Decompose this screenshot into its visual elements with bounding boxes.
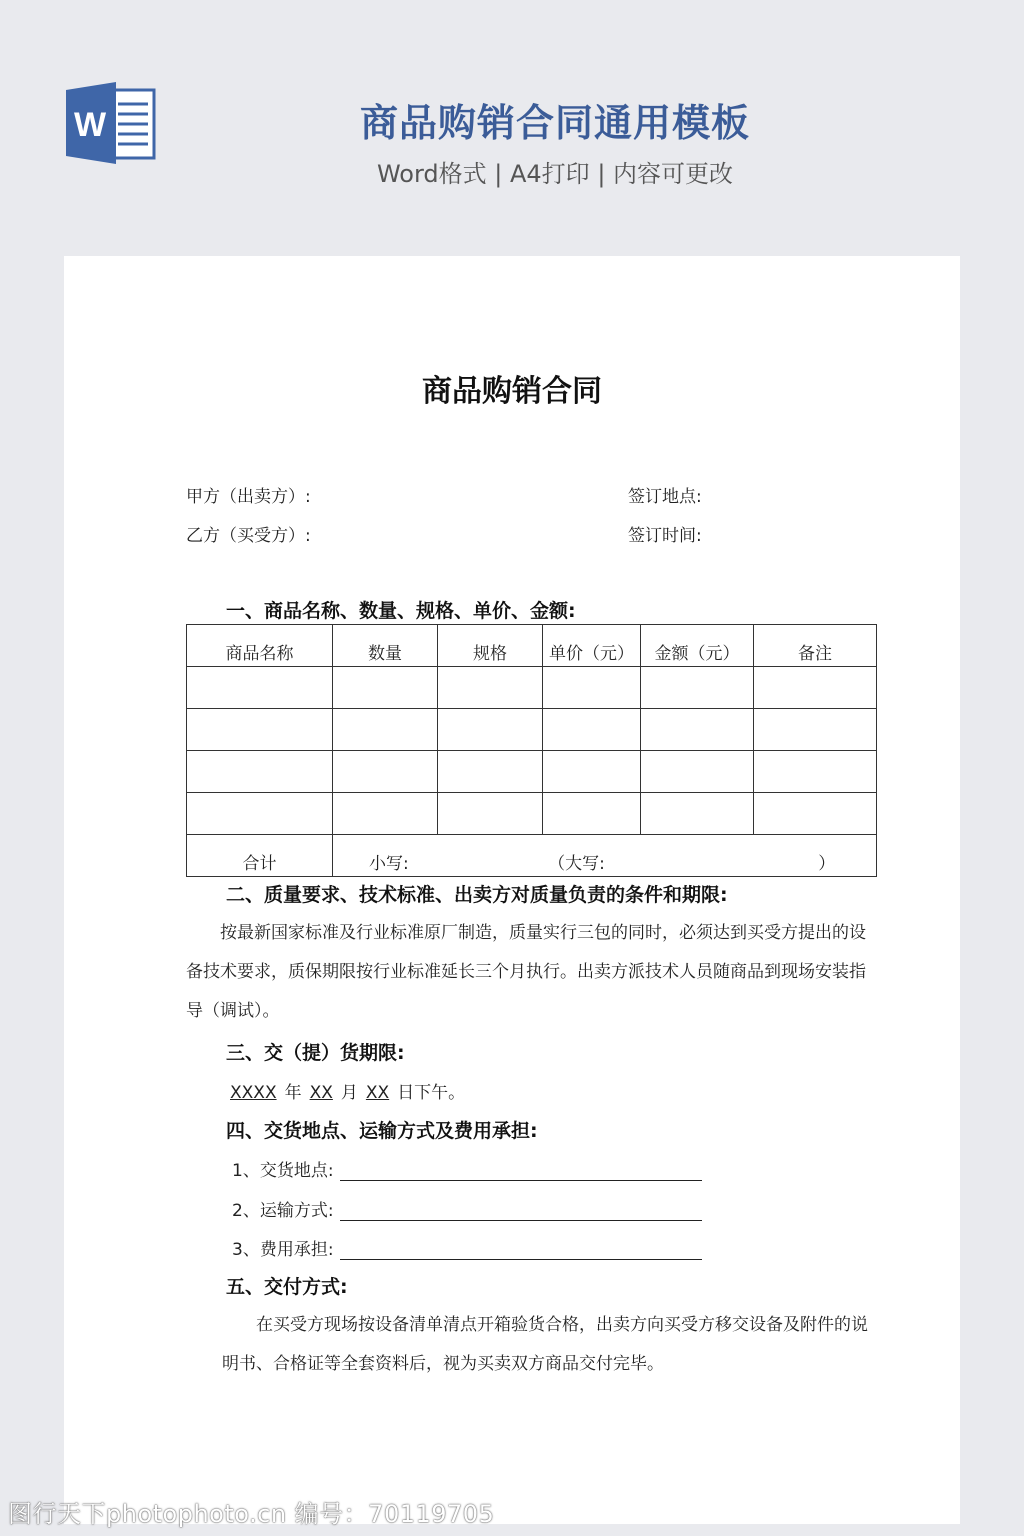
section-5-heading: 五、交付方式: bbox=[226, 1276, 348, 1298]
total-amount-cell[interactable] bbox=[333, 835, 877, 877]
section-2-text: 按最新国家标准及行业标准原厂制造，质量实行三包的同时，必须达到买受方提出的设备技术要求，质保期限按行业标准延长三个月执行。出卖方派技术人员随商品到现场安装指导（调试）。 bbox=[186, 923, 866, 1021]
col-header: 数量 bbox=[333, 625, 438, 667]
transport-mode-field[interactable]: 2、运输方式: bbox=[232, 1196, 702, 1221]
col-header: 金额（元） bbox=[641, 625, 754, 667]
sign-time-label: 签订时间: bbox=[628, 526, 702, 546]
cost-bearing-field[interactable]: 3、费用承担: bbox=[232, 1235, 702, 1260]
col-header: 商品名称 bbox=[187, 625, 333, 667]
col-header: 备注 bbox=[754, 625, 877, 667]
blank-line bbox=[340, 1243, 702, 1260]
section-4-heading: 四、交货地点、运输方式及费用承担: bbox=[226, 1120, 538, 1142]
table-row bbox=[187, 709, 877, 751]
delivery-place-field[interactable]: 1、交货地点: bbox=[232, 1156, 702, 1181]
document-page bbox=[64, 256, 960, 1524]
goods-table bbox=[186, 624, 877, 877]
section-3-heading: 三、交（提）货期限: bbox=[226, 1042, 405, 1064]
blank-line bbox=[340, 1204, 702, 1221]
total-row bbox=[187, 835, 877, 877]
section-1-heading: 一、商品名称、数量、规格、单价、金额: bbox=[226, 600, 576, 622]
section-2-heading: 二、质量要求、技术标准、出卖方对质量负责的条件和期限: bbox=[226, 884, 728, 906]
header-title: 商品购销合同通用模板 bbox=[359, 101, 750, 145]
big-amount-label: （大写: bbox=[548, 854, 605, 874]
table-row bbox=[187, 667, 877, 709]
document-title: 商品购销合同 bbox=[422, 374, 602, 409]
col-header: 规格 bbox=[438, 625, 543, 667]
word-icon bbox=[66, 82, 156, 164]
sign-place-label: 签订地点: bbox=[628, 487, 702, 507]
blank-line bbox=[340, 1164, 702, 1181]
table-row bbox=[187, 751, 877, 793]
party-a-label: 甲方（出卖方）: bbox=[186, 487, 311, 507]
month-value: XX bbox=[309, 1083, 333, 1103]
small-amount-label: 小写: bbox=[369, 854, 409, 874]
day-value: XX bbox=[365, 1083, 390, 1103]
table-row bbox=[187, 793, 877, 835]
total-label: 合计 bbox=[187, 835, 333, 877]
logo-letter: W bbox=[73, 106, 107, 144]
party-b-label: 乙方（买受方）: bbox=[186, 526, 311, 546]
header-subtitle: Word格式 | A4打印 | 内容可更改 bbox=[376, 160, 734, 188]
delivery-date: XXXX 年 XX 月 XX 日下午。 bbox=[222, 1078, 465, 1103]
section-5-text: 在买受方现场按设备清单清点开箱验货合格，出卖方向买受方移交设备及附件的说明书、合格证等全套资料后，视为买卖双方商品交付完毕。 bbox=[222, 1315, 868, 1374]
col-header: 单价（元） bbox=[543, 625, 641, 667]
year-value: XXXX bbox=[230, 1083, 277, 1103]
watermark: 图行天下photophoto.cn 编号：70119705 bbox=[8, 1500, 495, 1528]
big-amount-close: ） bbox=[818, 854, 836, 874]
table-header-row bbox=[187, 625, 877, 667]
